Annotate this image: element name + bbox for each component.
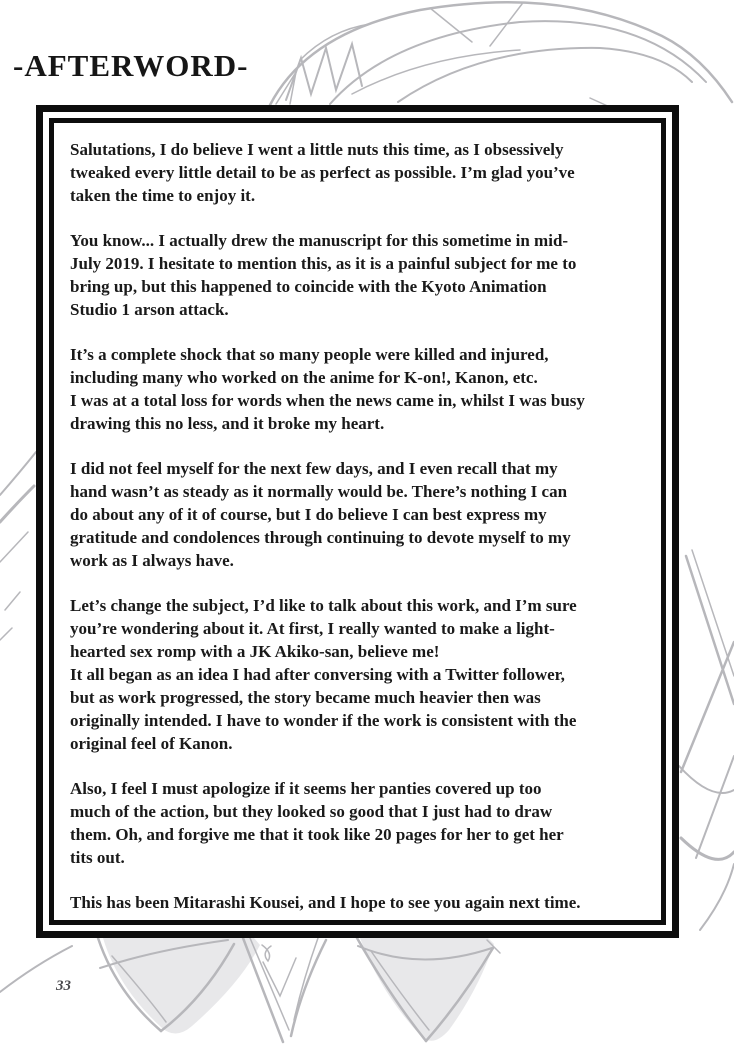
- paragraph-line: but as work progressed, the story became much heavier then was: [70, 688, 541, 707]
- paragraph-line: This has been Mitarashi Kousei, and I hope to see you again next time.: [70, 893, 581, 912]
- page-number: 33: [56, 978, 71, 994]
- paragraph-line: Salutations, I do believe I went a little nuts this time, as I obsessively: [70, 140, 564, 159]
- paragraph-line: you’re wondering about it. At first, I really wanted to make a light-: [70, 619, 555, 638]
- paragraph-line: I was at a total loss for words when the news came in, whilst I was busy: [70, 391, 585, 410]
- paragraph: [70, 891, 651, 914]
- paragraph-line: Let’s change the subject, I’d like to talk about this work, and I’m sure: [70, 596, 577, 615]
- page-title: -AFTERWORD-: [13, 48, 249, 83]
- paragraph-line: work as I always have.: [70, 551, 234, 570]
- paragraph-line: including many who worked on the anime for K-on!, Kanon, etc.: [70, 368, 538, 387]
- paragraph-line: July 2019. I hesitate to mention this, as it is a painful subject for me to: [70, 254, 577, 273]
- collar-sketch-bottom: [0, 938, 500, 1042]
- paragraph-line: bring up, but this happened to coincide with the Kyoto Animation: [70, 277, 547, 296]
- paragraph-line: tits out.: [70, 848, 125, 867]
- paragraph-line: You know... I actually drew the manuscript for this sometime in mid-: [70, 231, 569, 250]
- paragraph-line: tweaked every little detail to be as perfect as possible. I’m glad you’ve: [70, 163, 575, 182]
- paragraph-line: hand wasn’t as steady as it normally would be. There’s nothing I can: [70, 482, 568, 501]
- paragraph-line: It’s a complete shock that so many people were killed and injured,: [70, 345, 549, 364]
- paragraph-line: them. Oh, and forgive me that it took like 20 pages for her to get her: [70, 825, 564, 844]
- paragraph-line: do about any of it of course, but I do believe I can best express my: [70, 505, 547, 524]
- paragraph-line: hearted sex romp with a JK Akiko-san, believe me!: [70, 642, 440, 661]
- paragraph-line: much of the action, but they looked so good that I just had to draw: [70, 802, 553, 821]
- side-sketch-right: [679, 550, 734, 930]
- paragraph-line: original feel of Kanon.: [70, 734, 233, 753]
- paragraph-line: taken the time to enjoy it.: [70, 186, 256, 205]
- paragraph: [70, 594, 651, 755]
- afterword-box: [36, 105, 679, 938]
- side-sketch-left: [0, 452, 36, 640]
- paragraph-line: drawing this no less, and it broke my heart.: [70, 414, 385, 433]
- paragraph: [70, 229, 651, 321]
- paragraph: [70, 777, 651, 869]
- paragraph-line: I did not feel myself for the next few days, and I even recall that my: [70, 459, 558, 478]
- paragraph-line: gratitude and condolences through continuing to devote myself to my: [70, 528, 571, 547]
- hair-sketch-top: [270, 2, 732, 108]
- paragraph: [70, 138, 651, 207]
- paragraph-line: Also, I feel I must apologize if it seems her panties covered up too: [70, 779, 542, 798]
- paragraph-line: Studio 1 arson attack.: [70, 300, 229, 319]
- paragraph-line: originally intended. I have to wonder if the work is consistent with the: [70, 711, 577, 730]
- afterword-paragraphs: [49, 118, 666, 925]
- paragraph: [70, 457, 651, 572]
- paragraph: [70, 343, 651, 435]
- paragraph-line: It all began as an idea I had after conversing with a Twitter follower,: [70, 665, 565, 684]
